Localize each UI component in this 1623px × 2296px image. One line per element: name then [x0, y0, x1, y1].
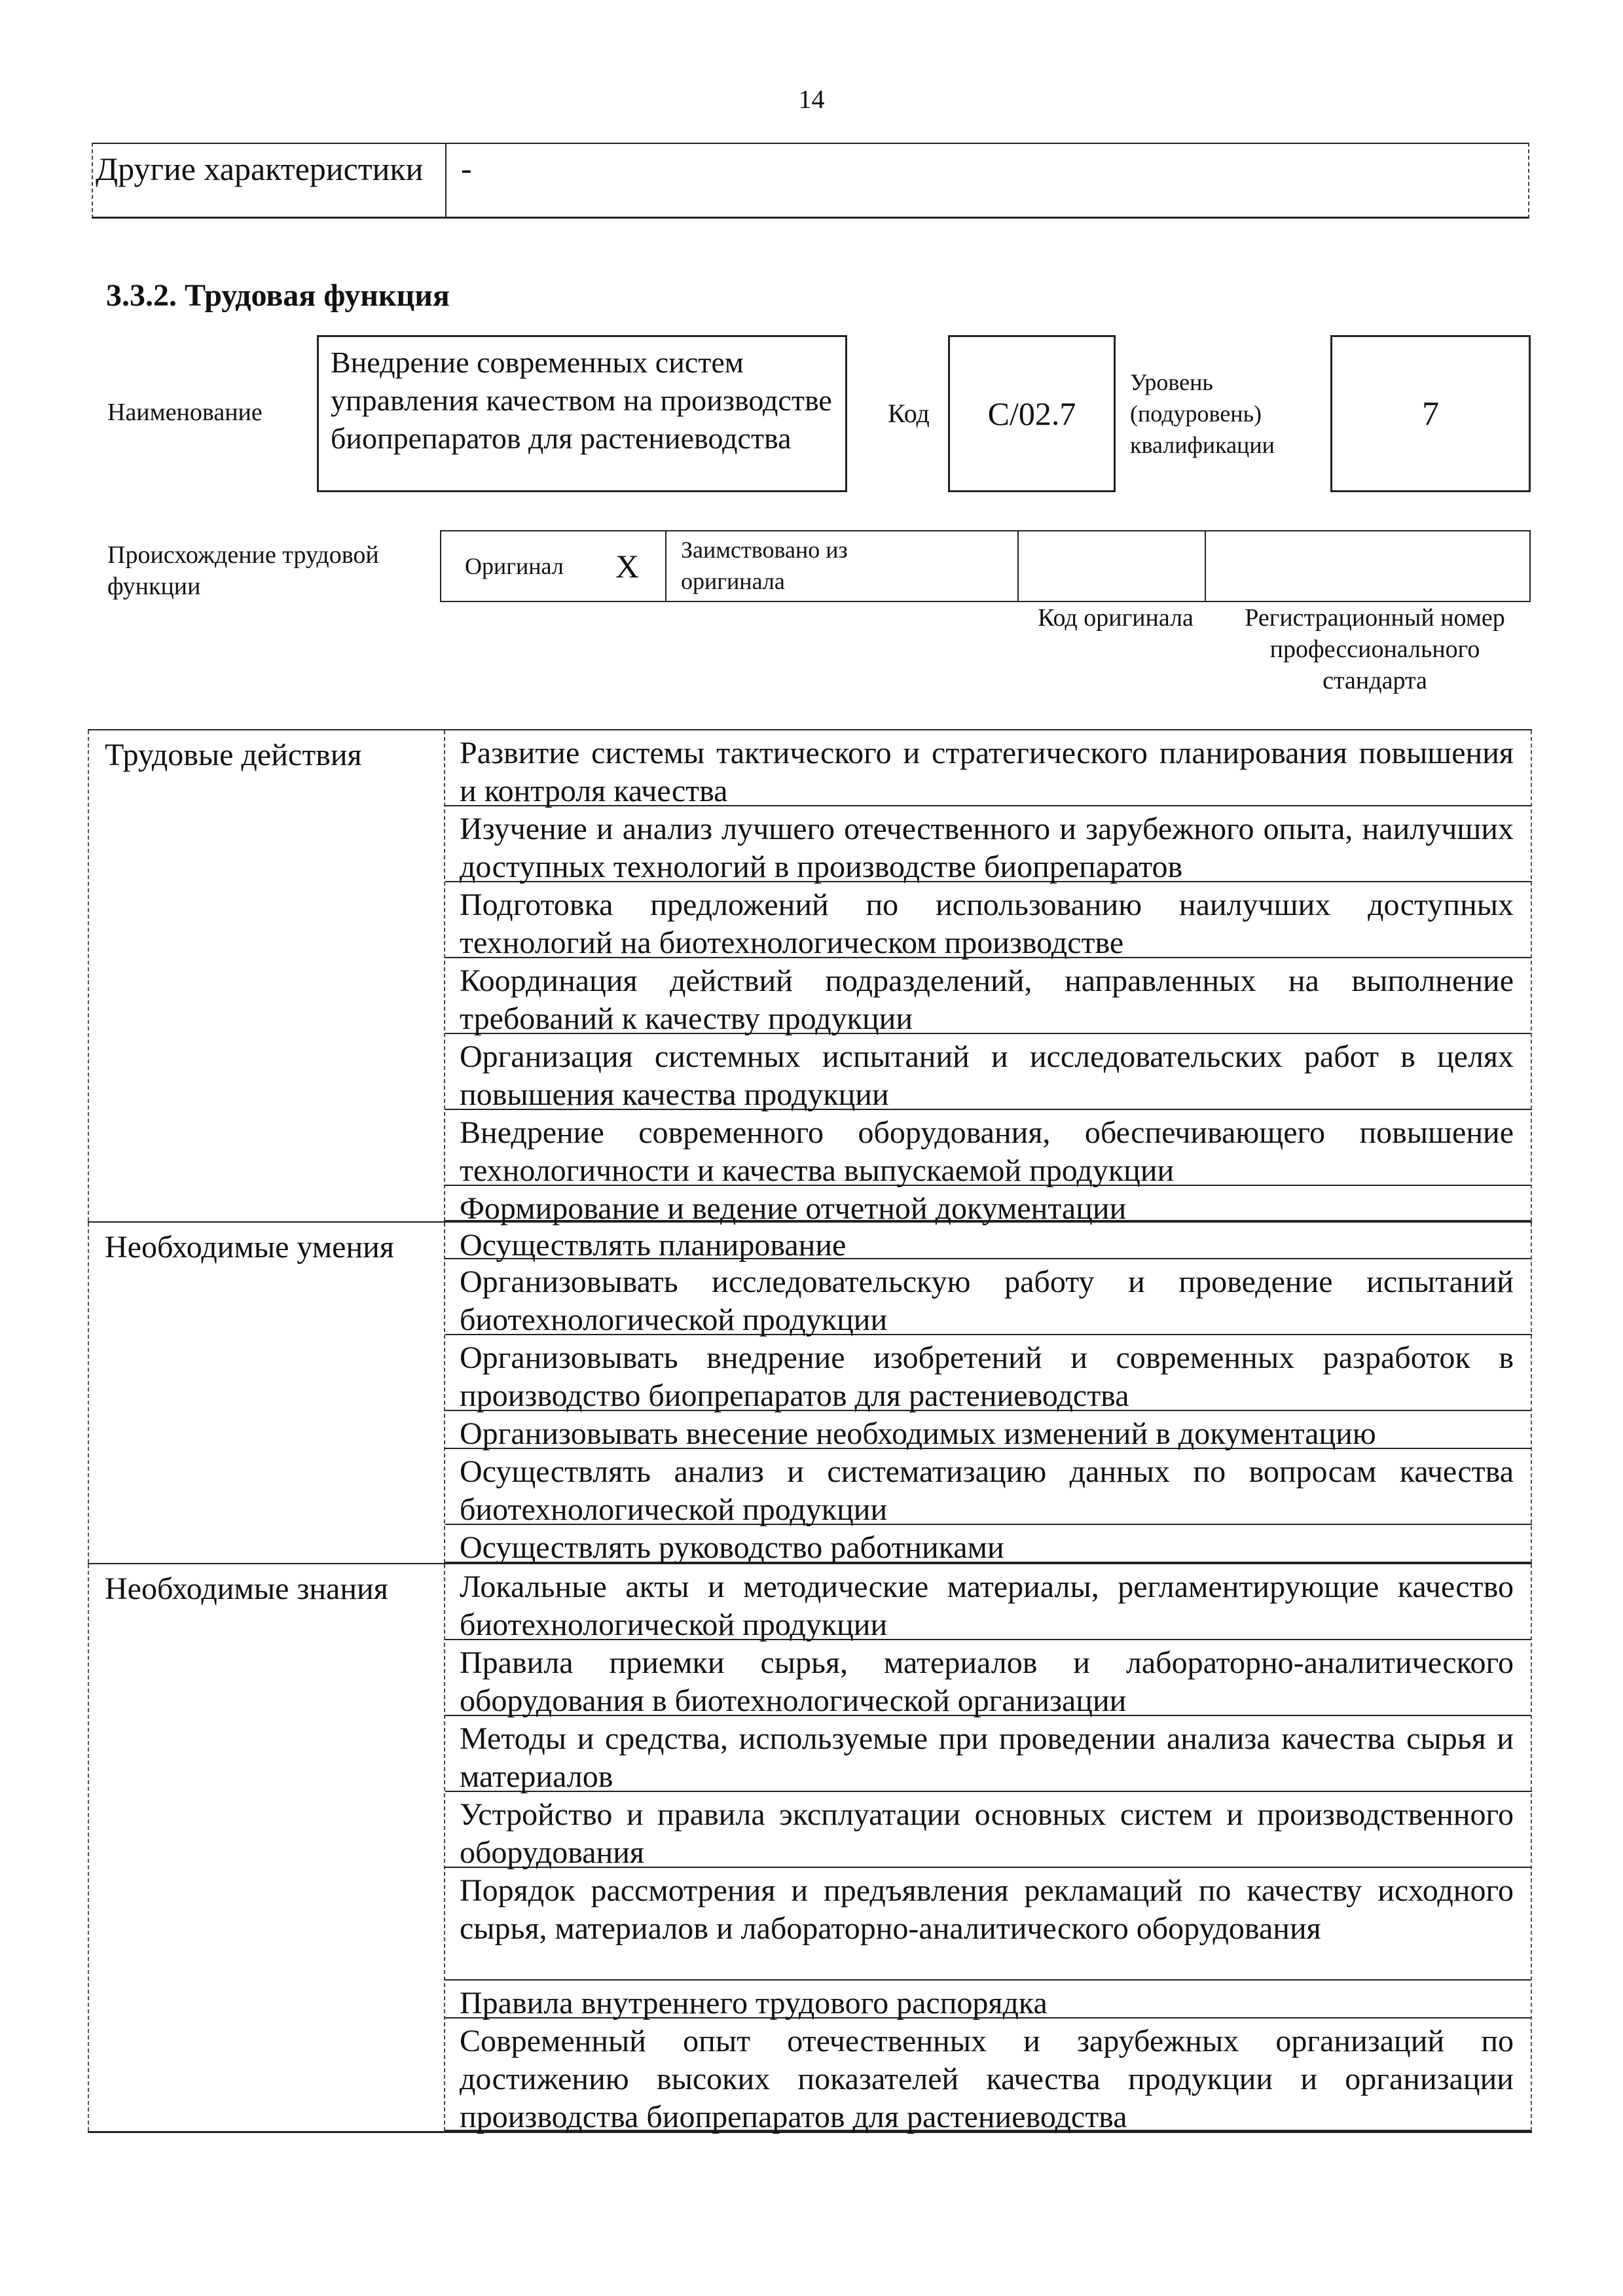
page-number: 14: [798, 84, 825, 114]
table-border: [444, 730, 445, 1221]
table-row: Координация действий подразделений, направленных на выполнение требований к качеству продукции: [445, 958, 1532, 1034]
table-row: Организовывать внесение необходимых изменений в документацию: [445, 1411, 1532, 1449]
table-row: Формирование и ведение отчетной документации: [445, 1186, 1532, 1221]
table-row: Развитие системы тактического и стратегического планирования повышения и контроля качества: [445, 730, 1532, 806]
table-row: Организация системных испытаний и исследовательских работ в целях повышения качества продукции: [445, 1034, 1532, 1110]
table-row: Осуществлять планирование: [445, 1223, 1532, 1259]
table-border: [88, 730, 89, 1221]
table-row: Изучение и анализ лучшего отечественного и зарубежного опыта, наилучших доступных технологий в производстве биопрепаратов: [445, 806, 1532, 882]
origin-borrowed: Заимствовано из оригинала: [681, 537, 848, 594]
table-row: Локальные акты и методические материалы, регламентирующие качество биотехнологической продукции: [445, 1564, 1532, 1640]
table-row: Методы и средства, используемые при проведении анализа качества сырья и материалов: [445, 1716, 1532, 1792]
table-border: [88, 1223, 89, 1563]
other-characteristics-value: -: [461, 150, 472, 187]
group-label: Необходимые умения: [105, 1230, 394, 1265]
table-row: Порядок рассмотрения и предъявления рекламаций по качеству исходного сырья, материалов и лабораторно-аналитического оборудования: [445, 1868, 1532, 1981]
origin-divider: [1205, 531, 1206, 601]
competency-table: [88, 729, 1532, 2133]
column-divider: [445, 144, 447, 217]
group-label: Необходимые знания: [105, 1571, 388, 1606]
origin-divider: [665, 531, 666, 601]
table-border: [1531, 730, 1532, 1221]
table-row: Организовывать исследовательскую работу и проведение испытаний биотехнологической продукции: [445, 1259, 1532, 1335]
table-row: Устройство и правила эксплуатации основных систем и производственного оборудования: [445, 1792, 1532, 1868]
code-value: С/02.7: [948, 335, 1116, 492]
code-label: Код: [888, 399, 930, 428]
table-row: Современный опыт отечественных и зарубежных организаций по достижению высоких показателей качества продукции и организации производства биопрепаратов для растениеводства: [445, 2018, 1532, 2131]
table-group: [88, 1221, 1532, 1563]
section-title: 3.3.2. Трудовая функция: [106, 278, 450, 313]
table-row: Подготовка предложений по использованию наилучших доступных технологий на биотехнологическом производстве: [445, 882, 1532, 958]
table-border: [1531, 1564, 1532, 2131]
reg-number-label: Регистрационный номер профессионального стандарта: [1245, 604, 1505, 694]
table-group: [88, 1563, 1532, 2134]
origin-original: Оригинал: [465, 553, 564, 579]
origin-divider: [1017, 531, 1019, 601]
table-row: Осуществлять руководство работниками: [445, 1525, 1532, 1563]
table-row: Организовывать внедрение изобретений и современных разработок в производство биопрепаратов для растениеводства: [445, 1335, 1532, 1411]
table-border: [1531, 1223, 1532, 1563]
other-characteristics-label: Другие характеристики: [96, 151, 424, 187]
level-label: Уровень (подуровень) квалификации: [1130, 369, 1275, 458]
table-border: [444, 1223, 445, 1563]
table-group: [88, 729, 1532, 1226]
table-row: Правила внутреннего трудового распорядка: [445, 1981, 1532, 2018]
origin-mark: X: [615, 548, 640, 584]
table-row: Внедрение современного оборудования, обеспечивающего повышение технологичности и качества выпускаемой продукции: [445, 1110, 1532, 1186]
group-label: Трудовые действия: [105, 738, 362, 772]
other-characteristics-table: [92, 143, 1529, 219]
table-row: Осуществлять анализ и систематизацию данных по вопросам качества биотехнологической продукции: [445, 1449, 1532, 1525]
code-original-label: Код оригинала: [1038, 604, 1194, 632]
table-row: Правила приемки сырья, материалов и лабораторно-аналитического оборудования в биотехнологической организации: [445, 1640, 1532, 1716]
name-label: Наименование: [107, 399, 263, 426]
name-value: Внедрение современных систем управления качеством на производстве биопрепаратов для растениеводства: [317, 335, 847, 492]
level-value: 7: [1330, 335, 1531, 492]
table-border: [88, 1564, 89, 2131]
table-border: [444, 1564, 445, 2131]
origin-label: Происхождение трудовой функции: [107, 541, 379, 600]
origin-table: [440, 530, 1531, 602]
